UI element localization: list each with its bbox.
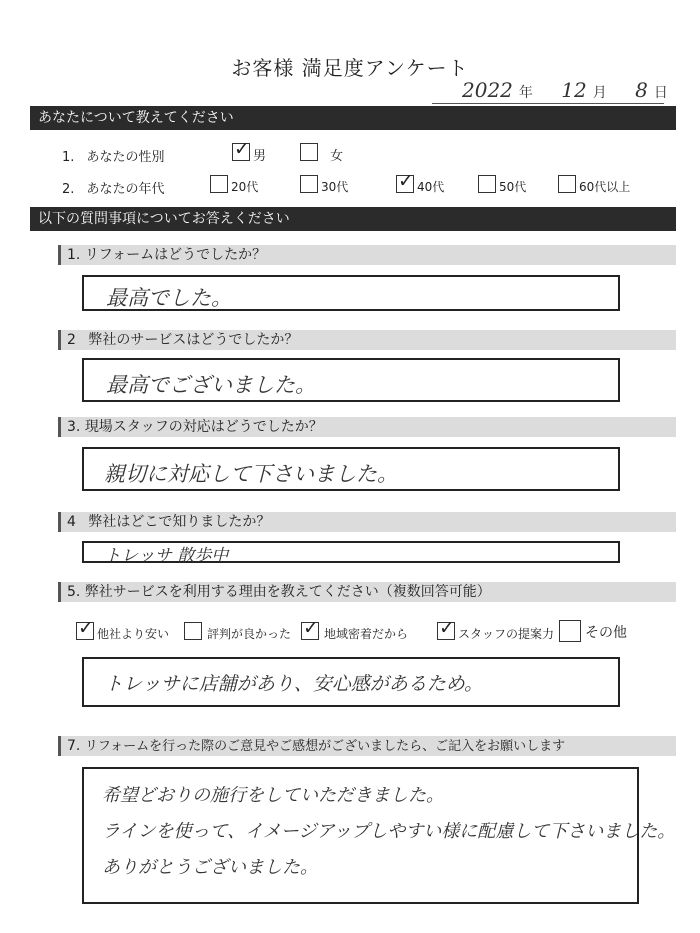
reason-reputation-checkbox[interactable] bbox=[184, 622, 202, 640]
gender-male-checkbox[interactable] bbox=[232, 143, 250, 161]
reason-staff-proposal-checkbox[interactable] bbox=[437, 622, 455, 640]
q3-number: 3. bbox=[67, 419, 81, 435]
date-year-unit: 年 bbox=[518, 85, 533, 101]
q1-number: 1. bbox=[67, 247, 81, 263]
q7-number: 7. bbox=[67, 738, 81, 754]
q2-text: 弊社のサービスはどうでしたか？ bbox=[88, 332, 299, 348]
q7-answer-line-2: ラインを使って、イメージアップしやすい様に配慮して下さいました。 bbox=[102, 821, 676, 842]
q5-answer-text: トレッサに店舗があり、安心感があるため。 bbox=[104, 673, 484, 695]
age-50s-checkbox[interactable] bbox=[478, 175, 496, 193]
q4-header bbox=[58, 512, 676, 532]
age-60s-plus-checkbox[interactable] bbox=[558, 175, 576, 193]
q5-other-answer-box[interactable] bbox=[82, 657, 620, 707]
reason-cheaper-label: 他社より安い bbox=[97, 627, 170, 641]
reason-cheaper-checkbox[interactable] bbox=[76, 622, 94, 640]
q3-answer-text: 親切に対応して下さいました。 bbox=[104, 462, 398, 486]
age-question-number: 2. bbox=[62, 182, 75, 197]
q4-text: 弊社はどこで知りましたか？ bbox=[88, 514, 271, 530]
q2-answer-text: 最高でございました。 bbox=[106, 373, 316, 397]
age-50s-label: 50代 bbox=[499, 180, 527, 194]
reason-other-checkbox[interactable] bbox=[559, 620, 581, 642]
q3-header bbox=[58, 417, 676, 437]
section-about-you-header: あなたについて教えてください bbox=[30, 106, 676, 130]
gender-question-number: 1. bbox=[62, 150, 75, 165]
date-month-unit: 月 bbox=[592, 85, 607, 101]
age-40s-label: 40代 bbox=[417, 180, 445, 194]
q7-header bbox=[58, 736, 676, 756]
q1-header bbox=[58, 245, 676, 265]
reason-reputation-label: 評判が良かった bbox=[207, 627, 292, 641]
survey-title: お客様 満足度アンケート bbox=[231, 56, 469, 80]
age-question-label: あなたの年代 bbox=[86, 182, 165, 197]
q5-header bbox=[58, 582, 676, 602]
q1-text: リフォームはどうでしたか？ bbox=[84, 247, 267, 263]
reason-staff-proposal-label: スタッフの提案力 bbox=[458, 627, 555, 641]
date-day[interactable]: 8 bbox=[635, 78, 648, 102]
q7-comment-box[interactable] bbox=[82, 767, 676, 904]
q3-text: 現場スタッフの対応はどうでしたか？ bbox=[84, 419, 323, 435]
age-40s-checkbox[interactable] bbox=[396, 175, 414, 193]
age-20s-label: 20代 bbox=[231, 180, 259, 194]
q2-number: 2 bbox=[67, 332, 76, 348]
gender-question bbox=[62, 146, 165, 165]
q3-answer-box[interactable] bbox=[82, 447, 620, 491]
section-questions-header: 以下の質問事項についてお答えください bbox=[30, 207, 676, 231]
gender-question-label: あなたの性別 bbox=[86, 150, 165, 165]
reason-local-label: 地域密着だから bbox=[324, 627, 409, 641]
date-underline bbox=[432, 103, 664, 104]
q4-answer-text: トレッサ 散歩中 bbox=[104, 546, 229, 566]
q1-answer-text: 最高でした。 bbox=[106, 286, 232, 310]
q4-answer-box[interactable] bbox=[82, 541, 620, 566]
date-month[interactable]: 12 bbox=[561, 78, 587, 102]
age-60s-plus-label: 60代以上 bbox=[579, 180, 631, 194]
age-question bbox=[62, 178, 165, 197]
gender-female-label: 女 bbox=[330, 149, 344, 164]
age-20s-checkbox[interactable] bbox=[210, 175, 228, 193]
q7-text: リフォームを行った際のご意見やご感想がございましたら、ご記入をお願いします bbox=[84, 739, 566, 754]
survey-date bbox=[462, 78, 690, 102]
q7-answer-line-3: ありがとうございました。 bbox=[102, 857, 318, 878]
q5-text: 弊社サービスを利用する理由を教えてください（複数回答可能） bbox=[84, 584, 491, 600]
q7-answer-line-1: 希望どおりの施行をしていただきました。 bbox=[102, 785, 444, 806]
age-30s-checkbox[interactable] bbox=[300, 175, 318, 193]
q5-number: 5. bbox=[67, 584, 81, 600]
gender-female-checkbox[interactable] bbox=[300, 143, 318, 161]
q4-number: 4 bbox=[67, 514, 76, 530]
q2-header bbox=[58, 330, 676, 350]
date-year[interactable]: 2022 bbox=[462, 78, 513, 102]
reason-local-checkbox[interactable] bbox=[301, 622, 319, 640]
age-30s-label: 30代 bbox=[321, 180, 349, 194]
reason-other-label: その他 bbox=[585, 625, 627, 641]
gender-male-label: 男 bbox=[253, 149, 267, 164]
q2-answer-box[interactable] bbox=[82, 358, 620, 402]
q1-answer-box[interactable] bbox=[82, 275, 620, 311]
date-day-unit: 日 bbox=[653, 85, 668, 101]
